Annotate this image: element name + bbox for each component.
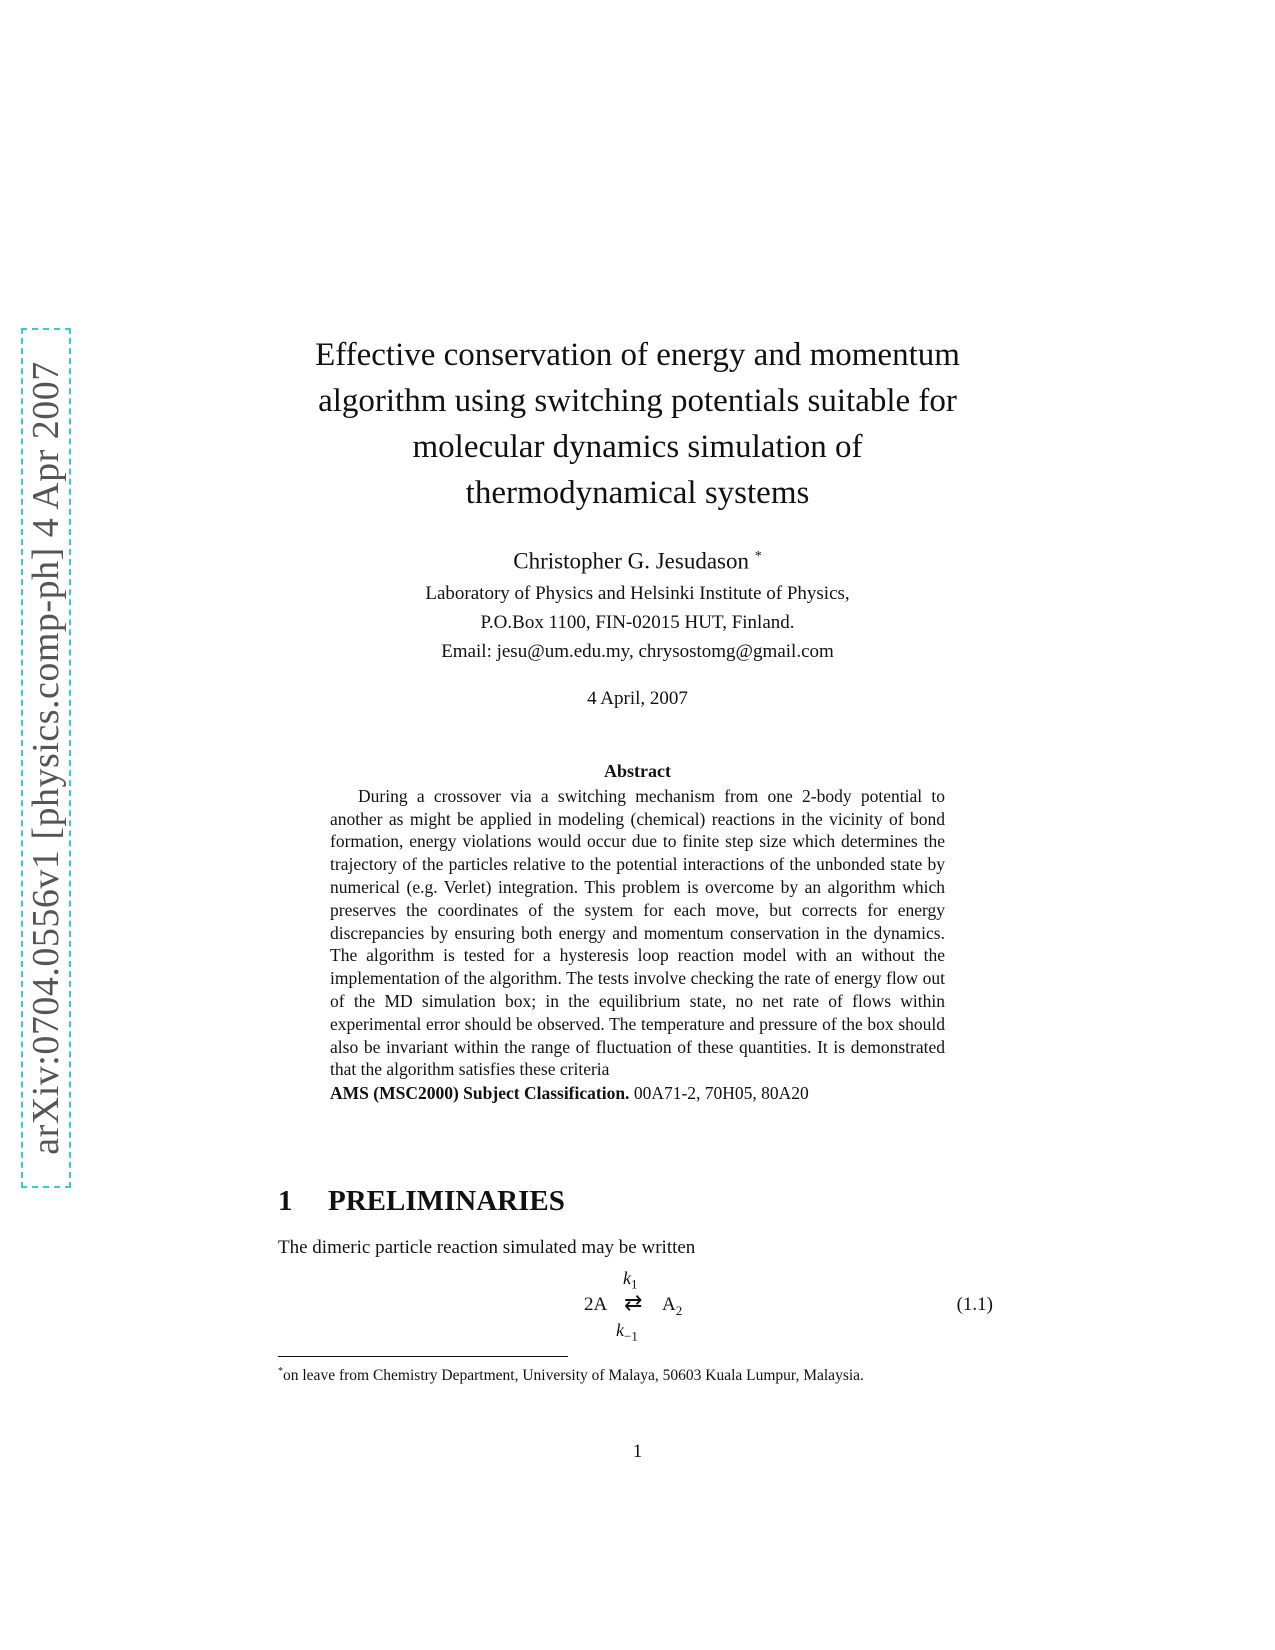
section-title: PRELIMINARIES	[328, 1185, 565, 1217]
forward-rate-symbol: k	[623, 1268, 631, 1288]
ams-classification	[330, 1082, 945, 1105]
affiliation-line: P.O.Box 1100, FIN-02015 HUT, Finland.	[480, 611, 795, 633]
forward-rate-subscript: 1	[631, 1276, 638, 1292]
footnote-mark: *	[278, 1366, 283, 1377]
footnote	[278, 1362, 993, 1386]
section-intro-text: The dimeric particle reaction simulated may be written	[278, 1237, 696, 1258]
author-name	[240, 540, 1035, 579]
author-footnote-mark: *	[754, 549, 762, 564]
affiliation-line: Laboratory of Physics and Helsinki Institute of Physics,	[425, 582, 850, 604]
footnote-text: on leave from Chemistry Department, University of Malaya, 50603 Kuala Lumpur, Malaysia.	[283, 1367, 864, 1385]
reverse-rate-constant	[616, 1320, 638, 1345]
product-subscript: 2	[675, 1302, 683, 1318]
title-line: molecular dynamics simulation of	[412, 429, 863, 465]
arxiv-side-stamp	[21, 328, 71, 1188]
abstract-body: During a crossover via a switching mechanism from one 2-body potential to another as might be applied in modeling (chemical) reactions in the vicinity of bond formation, energy violations would occur due to finite step size which determines the trajectory of the particles relative to the potential interactions of the unbonded state by numerical (e.g. Verlet) integration. This problem is overcome by an algorithm which preserves the coordinates of the system for each move, but corrects for energy discrepancies by ensuring both energy and momentum conservation in the dynamics. The algorithm is tested for a hysteresis loop reaction model with an without the implementation of the algorithm. The tests involve checking the rate of energy flow out of the MD simulation box; in the equilibrium state, no net rate of flows within experimental error should be observed. The temperature and pressure of the box should also be invariant within the range of fluctuation of these quantities. It is demonstrated that the algorithm satisfies these criteria	[330, 785, 945, 1080]
title-line: thermodynamical systems	[465, 475, 810, 511]
forward-rate-constant	[623, 1268, 638, 1293]
product-symbol: A	[662, 1294, 676, 1315]
section-number: 1	[278, 1185, 293, 1217]
author-name-text: Christopher G. Jesudason	[513, 548, 749, 574]
email-line: Email: jesu@um.edu.my, chrysostomg@gmail.com	[441, 640, 834, 662]
paper-title	[240, 332, 1035, 516]
section-heading	[278, 1185, 565, 1218]
footnote-divider	[278, 1356, 568, 1357]
ams-codes: 00A71-2, 70H05, 80A20	[633, 1083, 809, 1104]
equation-reactant: 2A	[584, 1294, 608, 1315]
publication-date: 4 April, 2007	[587, 687, 688, 709]
equation-1-1	[278, 1268, 993, 1348]
abstract-section	[330, 760, 945, 1105]
equation-product	[662, 1294, 682, 1319]
reverse-rate-subscript: −1	[624, 1328, 638, 1344]
title-line: Effective conservation of energy and momentum	[315, 337, 960, 373]
equation-number: (1.1)	[956, 1294, 993, 1315]
reverse-rate-symbol: k	[616, 1320, 624, 1340]
equilibrium-arrows-icon: ⇄	[624, 1290, 643, 1315]
ams-label: AMS (MSC2000) Subject Classification.	[330, 1083, 630, 1104]
page-number: 1	[632, 1441, 643, 1462]
title-line: algorithm using switching potentials suitable for	[318, 383, 957, 419]
abstract-heading: Abstract	[604, 761, 671, 781]
author-block	[240, 540, 1035, 710]
arxiv-identifier: arXiv:0704.0556v1 [physics.comp-ph] 4 Apr 2007	[25, 361, 67, 1155]
